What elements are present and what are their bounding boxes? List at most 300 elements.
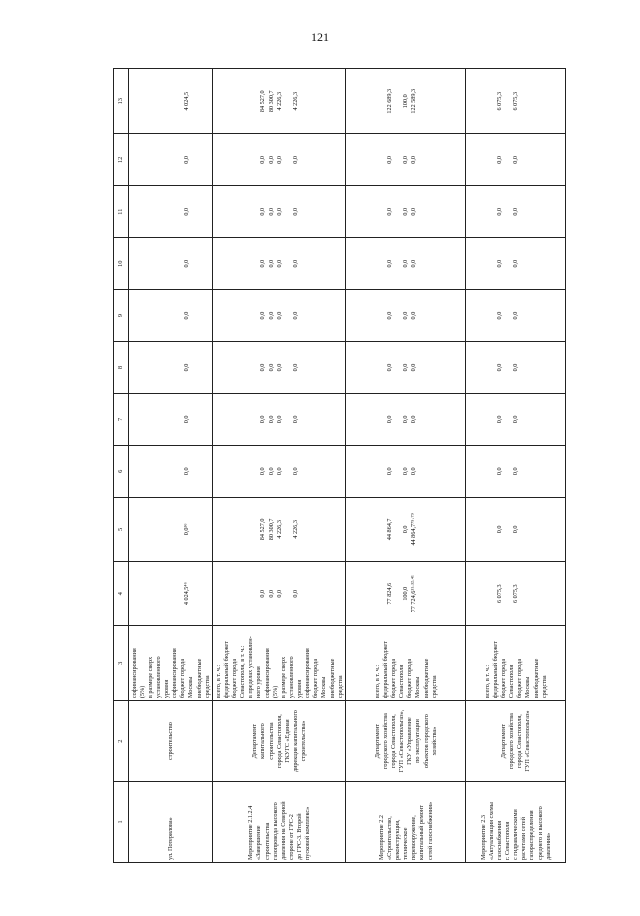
cell-line: бюджет города (516, 658, 524, 699)
cell-line: 0,0 (512, 525, 520, 534)
cell-line (528, 188, 536, 235)
cell-line: Департамент (373, 723, 381, 759)
table-cell-col3 (466, 626, 566, 701)
cell-line (528, 500, 536, 559)
cell-line: 0,0 (183, 259, 191, 268)
cell-line: уровня (296, 679, 303, 699)
cell-line: 0,0 (267, 156, 275, 164)
cell-line (528, 136, 536, 183)
cell-line: строительство (167, 722, 175, 760)
table-cell-col7 (346, 393, 466, 445)
cell-line: 0,0 (402, 311, 410, 320)
cell-line: сетей газоснабжения» (426, 801, 434, 860)
cell-line (394, 396, 402, 443)
cell-line: 0,0 (385, 467, 393, 476)
cell-line (158, 564, 166, 623)
cell-line (175, 188, 183, 235)
cell-line: средства (540, 675, 548, 699)
cell-line (283, 240, 291, 287)
table-cell-col11 (346, 186, 466, 238)
page-number: 121 (311, 30, 329, 44)
cell-line: строительства (263, 822, 271, 860)
table-cell-col8 (129, 342, 213, 394)
header-row (114, 69, 129, 863)
table-cell-col5 (129, 497, 213, 561)
table-cell-col1 (213, 782, 346, 863)
table-cell-col9 (466, 290, 566, 342)
cell-line (175, 396, 183, 443)
cell-line: 0,0 (275, 589, 283, 598)
cell-line: 0,0 (495, 415, 503, 424)
cell-line (175, 564, 183, 623)
cell-line: всего, в т. ч.: (373, 664, 381, 699)
cell-line: 122 689,3 (385, 88, 393, 114)
cell-line: среднего и высокого (536, 806, 544, 860)
cell-line (175, 448, 183, 495)
cell-line (418, 448, 426, 495)
cell-line (504, 240, 512, 287)
cell-line: 0,0 (512, 259, 520, 268)
cell-line: 0,0 (259, 363, 267, 372)
cell-line: 44 864,7⁷⁵·⁷⁹ (410, 513, 418, 546)
table-cell-col5 (213, 497, 346, 561)
cell-line: 0,0 (183, 311, 191, 320)
cell-line: 6 075,3 (495, 584, 503, 603)
cell-line: 0,0 (183, 467, 191, 476)
cell-line: федеральный бюджет (222, 641, 230, 699)
cell-line: объектов городского (422, 714, 430, 768)
cell-line: 4 226,3 (275, 91, 283, 111)
cell-line (520, 240, 528, 287)
cell-line: капитальный ремонт (418, 805, 426, 860)
cell-line (394, 188, 402, 235)
cell-line: 84 527,0 (259, 90, 267, 113)
cell-line: 0,0 (291, 415, 299, 424)
cell-line (167, 344, 175, 391)
cell-line: 0,0 (410, 259, 418, 268)
cell-line: 0,0 (495, 259, 503, 268)
cell-line (191, 292, 199, 339)
cell-line: 0,0 (402, 363, 410, 372)
cell-line (167, 240, 175, 287)
cell-line: 44 864,7 (385, 518, 393, 541)
cell-line: 0,0 (275, 311, 283, 320)
cell-line: города Севастополя, (516, 714, 524, 768)
cell-line: Москвы (524, 676, 532, 699)
cell-line (418, 344, 426, 391)
header-cell: 2 (114, 701, 129, 782)
cell-line: средства (336, 675, 344, 699)
cell-line (520, 292, 528, 339)
cell-line (520, 500, 528, 559)
table-cell-col10 (466, 238, 566, 290)
cell-line: 4 226,3 (291, 520, 299, 539)
cell-line: 0,0 (291, 156, 299, 164)
cell-line: Департамент (500, 723, 507, 759)
cell-line: перевооружение, (410, 815, 418, 860)
cell-line (191, 344, 199, 391)
cell-line (394, 136, 402, 183)
cell-line (142, 500, 150, 559)
cell-line: 0,0 (402, 415, 410, 424)
cell-line (167, 71, 175, 131)
cell-line (167, 448, 175, 495)
cell-line: 0,0 (259, 415, 267, 424)
table-cell-col8 (466, 342, 566, 394)
table-cell-col10 (129, 238, 213, 290)
cell-line: 0,0 (410, 363, 418, 372)
cell-line (418, 240, 426, 287)
cell-line (158, 292, 166, 339)
cell-line: 0,0 (259, 259, 267, 268)
cell-line: до ГРС-3. Второй (296, 813, 303, 860)
cell-line: 0,0 (385, 207, 393, 216)
header-cell: 4 (114, 562, 129, 626)
cell-line (167, 564, 175, 623)
cell-line: 0,0 (402, 259, 410, 268)
cell-line (150, 188, 158, 235)
cell-line: Департамент (251, 723, 259, 759)
cell-line: федеральный бюджет (491, 641, 499, 699)
cell-line (504, 396, 512, 443)
cell-line: капитального (259, 723, 267, 759)
cell-line: г. Севастополя (504, 821, 512, 860)
cell-line: города Севастополя, (390, 714, 397, 768)
cell-line (520, 188, 528, 235)
cell-line: 0,0 (410, 311, 418, 320)
cell-line (418, 71, 426, 131)
table-cell-col2 (466, 701, 566, 782)
cell-line: федеральный бюджет (381, 641, 389, 699)
table-cell-col12 (466, 134, 566, 186)
cell-line (394, 564, 402, 623)
table-cell-col13 (129, 69, 213, 134)
cell-line: 0,0 (291, 589, 299, 598)
cell-line (504, 71, 512, 131)
cell-line (283, 292, 291, 339)
cell-line: 0,0 (267, 363, 275, 372)
cell-line (142, 448, 150, 495)
cell-line (142, 564, 150, 623)
cell-line (528, 292, 536, 339)
cell-line: 0,0 (183, 415, 191, 424)
cell-line (150, 136, 158, 183)
cell-line: ГУП «Севастопольгаз», (398, 709, 406, 773)
cell-line: ГКУГС «Единая (283, 719, 291, 763)
cell-line: в пределах установлен- (247, 636, 255, 699)
cell-line (504, 136, 512, 183)
table-row (213, 69, 346, 863)
cell-line: бюджет города (500, 658, 507, 699)
cell-line: ул. Потерялова» (167, 817, 175, 860)
table-cell-col4 (466, 562, 566, 626)
table-cell-col10 (213, 238, 346, 290)
cell-line (150, 448, 158, 495)
cell-line (158, 188, 166, 235)
cell-line: городского хозяйства (508, 713, 516, 769)
cell-line: 0,0 (410, 415, 418, 424)
cell-line: хозяйства» (430, 726, 438, 756)
cell-line: 6 075,3 (512, 584, 520, 603)
cell-line: внебюджетные (422, 658, 430, 699)
cell-line: 0,0 (291, 259, 299, 268)
cell-line (528, 344, 536, 391)
table-cell-col5 (466, 497, 566, 561)
table-cell-col9 (213, 290, 346, 342)
cell-line (283, 71, 291, 131)
cell-line: 0,0 (410, 156, 418, 164)
header-cell: 12 (114, 134, 129, 186)
table-body (129, 69, 566, 863)
cell-line: давления» (544, 832, 552, 860)
cell-line (191, 240, 199, 287)
cell-line: 77 824,6 (385, 582, 393, 605)
cell-line: 0,0 (267, 589, 275, 598)
cell-line: бюджет города (406, 658, 414, 699)
table-cell-col4 (346, 562, 466, 626)
cell-line (167, 500, 175, 559)
cell-line: средства (430, 675, 438, 699)
cell-line: Москвы (187, 676, 195, 699)
table-cell-col5 (346, 497, 466, 561)
cell-line: строительства» (300, 720, 308, 762)
cell-line: 0,0 (291, 311, 299, 320)
cell-line: 0,0 (267, 207, 275, 216)
cell-line (394, 448, 402, 495)
cell-line: 0,0 (275, 207, 283, 216)
cell-line: городского хозяйства (381, 713, 389, 769)
cell-line (142, 188, 150, 235)
cell-line: 0,0 (291, 467, 299, 476)
cell-line: «Актуализация схемы (487, 802, 495, 860)
table-cell-col7 (129, 393, 213, 445)
cell-line: газоснабжения (495, 820, 503, 860)
table-cell-col11 (129, 186, 213, 238)
header-cell: 11 (114, 186, 129, 238)
cell-line: внебюджетные (195, 658, 203, 699)
cell-line (504, 188, 512, 235)
cell-line (394, 500, 402, 559)
cell-line: 0,0 (495, 467, 503, 476)
cell-line: 4 226,3 (275, 520, 283, 539)
cell-line (175, 292, 183, 339)
cell-line: газораспределения (528, 810, 536, 860)
cell-line (158, 344, 166, 391)
cell-line: 0,0 (259, 467, 267, 476)
cell-line (158, 136, 166, 183)
cell-line: Москвы (414, 676, 422, 699)
cell-line: всего, в т. ч.: (483, 664, 491, 699)
cell-line: 0,0 (275, 467, 283, 476)
cell-line: уровня (163, 679, 170, 699)
rotated-table-wrapper (113, 68, 552, 863)
cell-line: 0,0 (267, 311, 275, 320)
cell-line: 122 589,3 (410, 88, 418, 114)
cell-line: 0,0 (183, 156, 191, 164)
cell-line: 0,0 (275, 259, 283, 268)
table-cell-col2 (129, 701, 213, 782)
cell-line (150, 292, 158, 339)
cell-line: 80 300,7 (267, 90, 275, 113)
cell-line (150, 500, 158, 559)
cell-line (167, 136, 175, 183)
header-cell: 7 (114, 393, 129, 445)
cell-line (175, 136, 183, 183)
cell-line (394, 344, 402, 391)
cell-line (142, 71, 150, 131)
cell-line: 0,0 (512, 467, 520, 476)
cell-line: Мероприятие 2.3 (479, 815, 487, 860)
cell-line: 0,0 (385, 259, 393, 268)
cell-line: средства (203, 675, 211, 699)
table-cell-col3 (213, 626, 346, 701)
table-cell-col6 (346, 445, 466, 497)
cell-line (283, 564, 291, 623)
cell-line: 0,0 (267, 467, 275, 476)
cell-line: ного уровня (255, 666, 263, 699)
cell-line: Севастополя (508, 664, 516, 699)
cell-line: внебюджетные (328, 658, 336, 699)
cell-line (191, 396, 199, 443)
cell-line: 4 226,3 (291, 91, 299, 111)
cell-line (520, 564, 528, 623)
cell-line (191, 136, 199, 183)
cell-line: техническое (402, 827, 410, 860)
cell-line: 0,0 (512, 363, 520, 372)
cell-line (504, 292, 512, 339)
table-row (129, 69, 213, 863)
cell-line (528, 240, 536, 287)
cell-line: дирекция капитального (291, 710, 299, 773)
cell-line: Мероприятие 2.2 (377, 815, 385, 860)
cell-line: 0,0 (275, 156, 283, 164)
cell-line: пусковой комплекс» (304, 806, 312, 860)
cell-line (158, 396, 166, 443)
cell-line: 0,0 (512, 311, 520, 320)
header-cell: 13 (114, 69, 129, 134)
header-cell: 6 (114, 445, 129, 497)
table-cell-col4 (213, 562, 346, 626)
table-cell-col12 (129, 134, 213, 186)
cell-line: (5%) (138, 685, 146, 699)
cell-line: софинансирования (171, 648, 179, 699)
cell-line: 100,0 (402, 586, 410, 601)
cell-line: софинансирования (304, 648, 312, 699)
cell-line: 100,0 (402, 94, 410, 109)
cell-line: 0,0 (267, 259, 275, 268)
table-cell-col8 (213, 342, 346, 394)
cell-line (167, 292, 175, 339)
cell-line: 0,0 (512, 156, 520, 164)
cell-line: 0,0 (183, 363, 191, 372)
cell-line: в размере сверх (146, 656, 154, 699)
cell-line (175, 240, 183, 287)
cell-line (142, 344, 150, 391)
cell-line: 0,0 (259, 589, 267, 598)
table-cell-col13 (213, 69, 346, 134)
cell-line: Москвы (320, 676, 328, 699)
header-cell: 5 (114, 497, 129, 561)
cell-line: установленного (154, 656, 162, 699)
cell-line (142, 136, 150, 183)
table-cell-col3 (346, 626, 466, 701)
cell-line (418, 564, 426, 623)
cell-line: 0,0³⁶ (183, 523, 191, 536)
cell-line (158, 500, 166, 559)
cell-line (191, 564, 199, 623)
table-cell-col11 (466, 186, 566, 238)
table-cell-col6 (466, 445, 566, 497)
table-cell-col13 (466, 69, 566, 134)
cell-line: 0,0 (385, 311, 393, 320)
cell-line (158, 448, 166, 495)
table-cell-col3 (129, 626, 213, 701)
cell-line: установленного (287, 656, 295, 699)
cell-line: 6 075,3 (512, 91, 520, 111)
cell-line: ГКУ «Управление (406, 717, 414, 765)
cell-line: 0,0 (259, 207, 267, 216)
header-cell: 8 (114, 342, 129, 394)
cell-line (528, 448, 536, 495)
cell-line: 4 024,5⁴⁶ (183, 582, 191, 606)
cell-line: всего, в т. ч.: (214, 664, 222, 699)
cell-line (418, 396, 426, 443)
cell-line: 0,0 (259, 156, 267, 164)
cell-line: 0,0 (291, 363, 299, 372)
cell-line: в размере сверх (279, 656, 287, 699)
cell-line: (5%) (271, 685, 279, 699)
budget-table (113, 68, 566, 863)
cell-line: 0,0 (410, 207, 418, 216)
cell-line (504, 564, 512, 623)
cell-line (394, 292, 402, 339)
table-cell-col9 (129, 290, 213, 342)
header-cell: 10 (114, 238, 129, 290)
cell-line: 0,0 (275, 415, 283, 424)
table-cell-col1 (466, 782, 566, 863)
cell-line: 4 024,5 (183, 91, 191, 111)
cell-line: 0,0 (495, 207, 503, 216)
table-cell-col13 (346, 69, 466, 134)
cell-line (283, 448, 291, 495)
cell-line (191, 188, 199, 235)
cell-line: 0,0 (267, 415, 275, 424)
cell-line: с гидравлическими (512, 809, 520, 860)
cell-line: по эксплуатации (414, 719, 422, 763)
cell-line: 0,0 (402, 207, 410, 216)
table-cell-col2 (346, 701, 466, 782)
cell-line: строительства (267, 722, 275, 760)
cell-line (283, 396, 291, 443)
cell-line: 0,0 (385, 415, 393, 424)
table-cell-col8 (346, 342, 466, 394)
cell-line: 84 527,0 (259, 518, 267, 541)
cell-line (150, 344, 158, 391)
cell-line: 6 075,3 (495, 91, 503, 111)
table-cell-col12 (213, 134, 346, 186)
cell-line: бюджет города (390, 658, 397, 699)
table-cell-col1 (129, 782, 213, 863)
cell-line: бюджет города (312, 658, 320, 699)
cell-line (191, 500, 199, 559)
cell-line: 0,0 (410, 467, 418, 476)
table-cell-col7 (466, 393, 566, 445)
cell-line (520, 71, 528, 131)
cell-line (418, 188, 426, 235)
cell-line: 0,0 (512, 415, 520, 424)
cell-line: Севастополя, в т. ч.: (239, 645, 247, 699)
cell-line: Севастополя (398, 664, 406, 699)
